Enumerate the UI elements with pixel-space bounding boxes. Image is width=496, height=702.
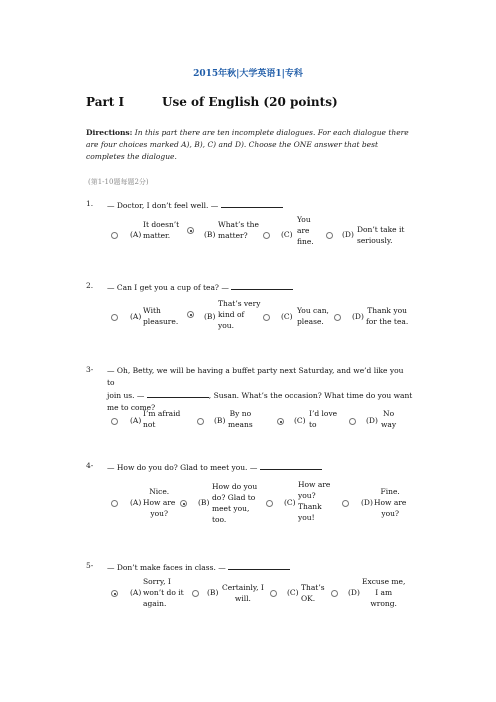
option-text: I’m afraid not [143, 409, 181, 429]
question-stem: — Oh, Betty, we will be having a buffet party next Saturday, and we’d like you to join us. — , Susan. What’s the occasion? What time do you want me to come? [107, 366, 413, 412]
option-radio-b[interactable] [180, 500, 187, 507]
question-stem: — Doctor, I don’t feel well. — [107, 199, 413, 212]
option-letter: (A) [130, 230, 142, 239]
option-text: That’s OK. [301, 583, 325, 603]
option-radio-c[interactable] [266, 500, 273, 507]
option-letter: (D) [366, 416, 378, 425]
option-letter: (D) [342, 230, 354, 239]
option-radio-a[interactable] [111, 314, 118, 321]
option-radio-b[interactable] [192, 590, 199, 597]
question-number: 5- [86, 561, 94, 570]
option-text: Excuse me, I am wrong. [362, 577, 406, 608]
option-text: Sorry, I won’t do it again. [143, 577, 184, 608]
option-radio-d[interactable] [342, 500, 349, 507]
option-text: What’s the matter? [218, 220, 259, 240]
score-note: (第1-10题每题2分) [88, 178, 149, 186]
answer-blank [147, 389, 209, 398]
part-title: Use of English (20 points) [162, 95, 338, 109]
option-letter: (D) [348, 588, 360, 597]
option-radio-d[interactable] [349, 418, 356, 425]
option-letter: (A) [130, 312, 142, 321]
answer-blank [228, 561, 290, 570]
option-radio-c[interactable] [277, 418, 284, 425]
document-header: 2015年秋|大学英语1|专科 [193, 69, 303, 79]
question-number: 3- [86, 365, 94, 374]
answer-blank [231, 281, 293, 290]
option-text: How are you? Thank you! [298, 480, 331, 522]
option-radio-a[interactable] [111, 232, 118, 239]
option-letter: (C) [281, 312, 293, 321]
option-letter: (C) [287, 588, 299, 597]
directions [86, 127, 416, 163]
option-text: Thank you for the tea. [366, 306, 409, 326]
option-radio-b[interactable] [197, 418, 204, 425]
directions-text: In this part there are ten incomplete dialogues. For each dialogue there are four choices marked A), B), C) and D). Choose the ONE answer that best completes the dialogue. [86, 128, 409, 161]
option-radio-b[interactable] [187, 227, 194, 234]
option-text: No way [381, 409, 397, 429]
option-letter: (A) [130, 588, 142, 597]
option-text: Don’t take it seriously. [357, 225, 405, 245]
answer-blank [260, 461, 322, 470]
option-letter: (B) [198, 498, 210, 507]
option-radio-c[interactable] [270, 590, 277, 597]
question-stem: — Can I get you a cup of tea? — [107, 281, 413, 294]
option-letter: (D) [361, 498, 373, 507]
option-letter: (D) [352, 312, 364, 321]
option-letter: (B) [207, 588, 219, 597]
option-radio-a[interactable] [111, 500, 118, 507]
option-radio-a[interactable] [111, 590, 118, 597]
option-letter: (A) [130, 416, 142, 425]
option-text: By no means [228, 409, 253, 429]
question-stem: — Don’t make faces in class. — [107, 561, 413, 574]
option-text: Certainly, I will. [222, 583, 264, 603]
question-number: 1. [86, 199, 94, 208]
option-letter: (B) [204, 230, 216, 239]
option-text: Nice. How are you? [143, 487, 176, 518]
option-letter: (B) [214, 416, 226, 425]
part-heading [86, 95, 338, 109]
option-letter: (C) [294, 416, 306, 425]
question-number: 2. [86, 281, 94, 290]
option-letter: (C) [284, 498, 296, 507]
option-radio-d[interactable] [331, 590, 338, 597]
option-text: With pleasure. [143, 306, 179, 326]
option-letter: (C) [281, 230, 293, 239]
part-number: Part I [86, 95, 125, 109]
option-radio-d[interactable] [326, 232, 333, 239]
question-number: 4- [86, 461, 94, 470]
option-text: You are fine. [297, 215, 314, 246]
option-text: I’d love to [309, 409, 338, 429]
option-text: That’s very kind of you. [218, 299, 261, 330]
question-stem: — How do you do? Glad to meet you. — [107, 461, 413, 474]
option-letter: (B) [204, 312, 216, 321]
option-letter: (A) [130, 498, 142, 507]
option-radio-b[interactable] [187, 311, 194, 318]
option-radio-c[interactable] [263, 314, 270, 321]
option-radio-a[interactable] [111, 418, 118, 425]
answer-blank [221, 199, 283, 208]
option-radio-c[interactable] [263, 232, 270, 239]
option-radio-d[interactable] [334, 314, 341, 321]
option-text: Fine. How are you? [374, 487, 407, 518]
option-text: How do you do? Glad to meet you, too. [212, 482, 258, 524]
directions-label: Directions: [86, 128, 133, 137]
option-text: You can, please. [297, 306, 329, 326]
option-text: It doesn’t matter. [143, 220, 180, 240]
